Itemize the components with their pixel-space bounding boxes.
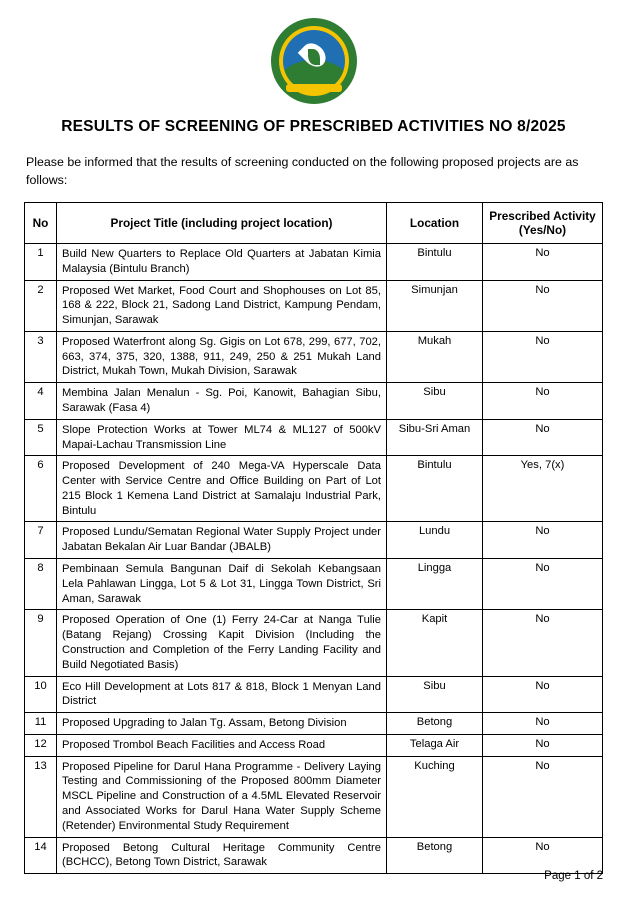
cell-project-title: Proposed Trombol Beach Facilities and Access Road	[57, 734, 387, 756]
cell-no: 14	[25, 837, 57, 874]
page-title: RESULTS OF SCREENING OF PRESCRIBED ACTIVITIES NO 8/2025	[61, 118, 566, 135]
cell-prescribed-activity: No	[483, 676, 603, 713]
cell-no: 6	[25, 456, 57, 522]
cell-location: Betong	[387, 837, 483, 874]
cell-prescribed-activity: No	[483, 383, 603, 420]
cell-project-title: Proposed Upgrading to Jalan Tg. Assam, Betong Division	[57, 713, 387, 735]
cell-prescribed-activity: No	[483, 837, 603, 874]
cell-project-title: Pembinaan Semula Bangunan Daif di Sekolah Kebangsaan Lela Pahlawan Lingga, Lot 5 & Lot 31, Lingga Town District, Sri Aman, Sarawak	[57, 559, 387, 610]
table-row	[25, 713, 603, 735]
cell-no: 10	[25, 676, 57, 713]
cell-prescribed-activity: No	[483, 243, 603, 280]
cell-location: Lingga	[387, 559, 483, 610]
table-row	[25, 676, 603, 713]
table-row	[25, 383, 603, 420]
cell-prescribed-activity: No	[483, 734, 603, 756]
table-row	[25, 559, 603, 610]
cell-project-title: Proposed Development of 240 Mega-VA Hyperscale Data Center with Service Centre and Office Building on Part of Lot 215 Block 1 Kemena Land District at Samalaju Industrial Park, Bintulu	[57, 456, 387, 522]
cell-project-title: Proposed Waterfront along Sg. Gigis on Lot 678, 299, 677, 702, 663, 374, 375, 320, 1388, 911, 249, 250 & 251 Mukah Land District, Mukah Town, Mukah Division, Sarawak	[57, 331, 387, 382]
organization-logo-icon	[271, 18, 357, 104]
cell-no: 9	[25, 610, 57, 676]
cell-no: 11	[25, 713, 57, 735]
cell-location: Bintulu	[387, 456, 483, 522]
cell-prescribed-activity: Yes, 7(x)	[483, 456, 603, 522]
table-row	[25, 456, 603, 522]
cell-no: 7	[25, 522, 57, 559]
table-row	[25, 522, 603, 559]
cell-no: 12	[25, 734, 57, 756]
cell-project-title: Membina Jalan Menalun - Sg. Poi, Kanowit, Bahagian Sibu, Sarawak (Fasa 4)	[57, 383, 387, 420]
cell-location: Sibu	[387, 383, 483, 420]
table-row	[25, 756, 603, 837]
column-header-location: Location	[387, 202, 483, 243]
cell-no: 2	[25, 280, 57, 331]
cell-project-title: Slope Protection Works at Tower ML74 & ML127 of 500kV Mapai-Lachau Transmission Line	[57, 419, 387, 456]
cell-location: Simunjan	[387, 280, 483, 331]
cell-prescribed-activity: No	[483, 559, 603, 610]
cell-prescribed-activity: No	[483, 280, 603, 331]
table-row	[25, 280, 603, 331]
cell-project-title: Proposed Betong Cultural Heritage Community Centre (BCHCC), Betong Town District, Sarawak	[57, 837, 387, 874]
cell-project-title: Proposed Wet Market, Food Court and Shophouses on Lot 85, 168 & 222, Block 21, Sadong Land District, Kampung Pendam, Simunjan, Sarawak	[57, 280, 387, 331]
cell-prescribed-activity: No	[483, 419, 603, 456]
cell-no: 1	[25, 243, 57, 280]
cell-prescribed-activity: No	[483, 522, 603, 559]
cell-location: Mukah	[387, 331, 483, 382]
cell-location: Telaga Air	[387, 734, 483, 756]
cell-location: Kuching	[387, 756, 483, 837]
logo-leaf-icon	[308, 49, 320, 65]
cell-location: Bintulu	[387, 243, 483, 280]
cell-prescribed-activity: No	[483, 756, 603, 837]
table-row	[25, 734, 603, 756]
logo-center	[283, 30, 345, 92]
cell-location: Lundu	[387, 522, 483, 559]
logo-container	[24, 18, 603, 104]
cell-project-title: Build New Quarters to Replace Old Quarters at Jabatan Kimia Malaysia (Bintulu Branch)	[57, 243, 387, 280]
page-footer: Page 1 of 2	[544, 870, 603, 882]
cell-no: 3	[25, 331, 57, 382]
cell-prescribed-activity: No	[483, 713, 603, 735]
table-row	[25, 331, 603, 382]
cell-prescribed-activity: No	[483, 331, 603, 382]
column-header-prescribed-activity: Prescribed Activity (Yes/No)	[483, 202, 603, 243]
cell-project-title: Eco Hill Development at Lots 817 & 818, Block 1 Menyan Land District	[57, 676, 387, 713]
cell-no: 4	[25, 383, 57, 420]
screening-results-table	[24, 202, 603, 874]
cell-project-title: Proposed Lundu/Sematan Regional Water Supply Project under Jabatan Bekalan Air Luar Bandar (JBALB)	[57, 522, 387, 559]
cell-no: 13	[25, 756, 57, 837]
cell-location: Kapit	[387, 610, 483, 676]
column-header-no: No	[25, 202, 57, 243]
cell-location: Betong	[387, 713, 483, 735]
table-header-row	[25, 202, 603, 243]
intro-paragraph: Please be informed that the results of screening conducted on the following proposed projects are as follows:	[26, 155, 579, 187]
cell-no: 5	[25, 419, 57, 456]
cell-project-title: Proposed Operation of One (1) Ferry 24-Car at Nanga Tulie (Batang Rejang) Crossing Kapit Division (Including the Construction and Completion of the Ferry Landing Facility and Build Negotiated Basis)	[57, 610, 387, 676]
table-row	[25, 243, 603, 280]
cell-project-title: Proposed Pipeline for Darul Hana Programme - Delivery Laying Testing and Commissioning of the Proposed 800mm Diameter MSCL Pipeline and Construction of a 4.5ML Elevated Reservoir and Associated Works for Darul Hana Water Supply Scheme (Retender) Environmental Study Requirement	[57, 756, 387, 837]
column-header-project-title: Project Title (including project location)	[57, 202, 387, 243]
cell-no: 8	[25, 559, 57, 610]
cell-location: Sibu	[387, 676, 483, 713]
table-row	[25, 419, 603, 456]
cell-prescribed-activity: No	[483, 610, 603, 676]
cell-location: Sibu-Sri Aman	[387, 419, 483, 456]
table-row	[25, 837, 603, 874]
logo-banner	[286, 84, 342, 92]
table-row	[25, 610, 603, 676]
